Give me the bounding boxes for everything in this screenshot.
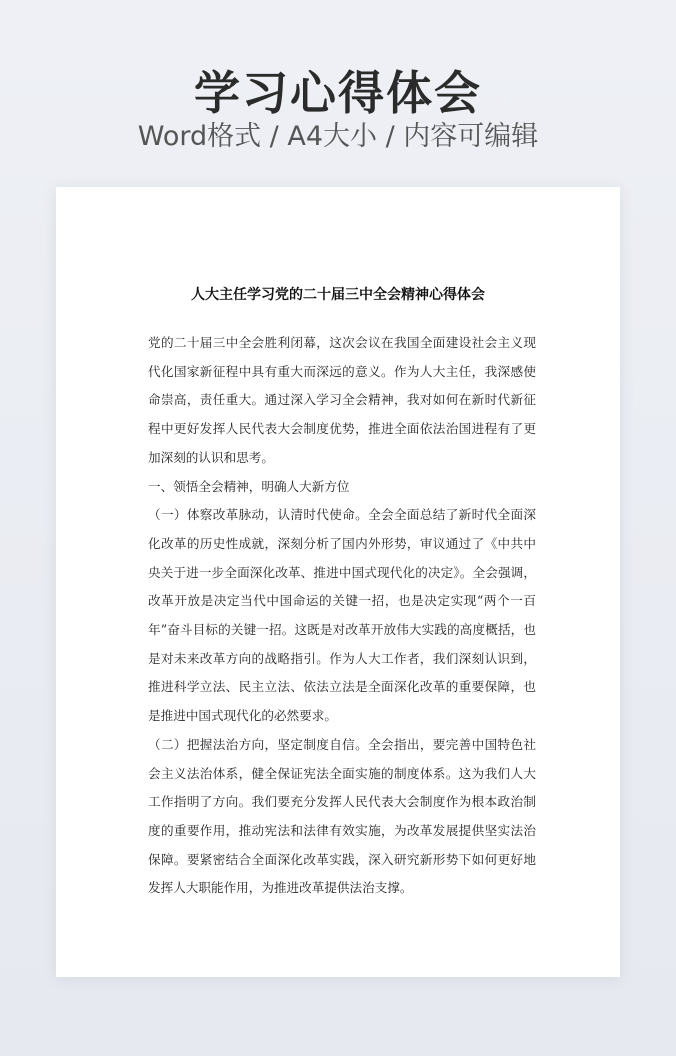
document-title: 人大主任学习党的二十届三中全会精神心得体会 — [191, 287, 485, 303]
intro-paragraph: 党的二十届三中全会胜利闭幕，这次会议在我国全面建设社会主义现代化国家新征程中具有重大而深远的意义。作为人大主任，我深感使命崇高，责任重大。通过深入学习全会精神，我对如何在新时代新征程中更好发挥人民代表大会制度优势，推进全面依法治国进程有了更加深刻的认识和思考。 — [148, 335, 536, 465]
page-subheading: Word格式 / A4大小 / 内容可编辑 — [137, 121, 539, 152]
page-heading: 学习心得体会 — [194, 66, 482, 120]
body-paragraph: （一）体察改革脉动，认清时代使命。全会全面总结了新时代全面深化改革的历史性成就，深刻分析了国内外形势，审议通过了《中共中央关于进一步全面深化改革、推进中国式现代化的决定》。全会强调，改革开放是决定当代中国命运的关键一招，也是决定实现“两个一百年”奋斗目标的关键一招。这既是对改革开放伟大实践的高度概括，也是对未来改革方向的战略指引。作为人大工作者，我们深刻认识到，推进科学立法、民主立法、依法立法是全面深化改革的重要保障，也是推进中国式现代化的必然要求。 — [148, 507, 536, 724]
section-heading: 一、领悟全会精神，明确人大新方位 — [148, 478, 350, 494]
document-page — [56, 187, 620, 977]
body-paragraph: （二）把握法治方向，坚定制度自信。全会指出，要完善中国特色社会主义法治体系，健全保证宪法全面实施的制度体系。这为我们人大工作指明了方向。我们要充分发挥人民代表大会制度作为根本政治制度的重要作用，推动宪法和法律有效实施，为改革发展提供坚实法治保障。要紧密结合全面深化改革实践，深入研究新形势下如何更好地发挥人大职能作用，为推进改革提供法治支撑。 — [148, 736, 536, 896]
document-body — [148, 329, 536, 903]
